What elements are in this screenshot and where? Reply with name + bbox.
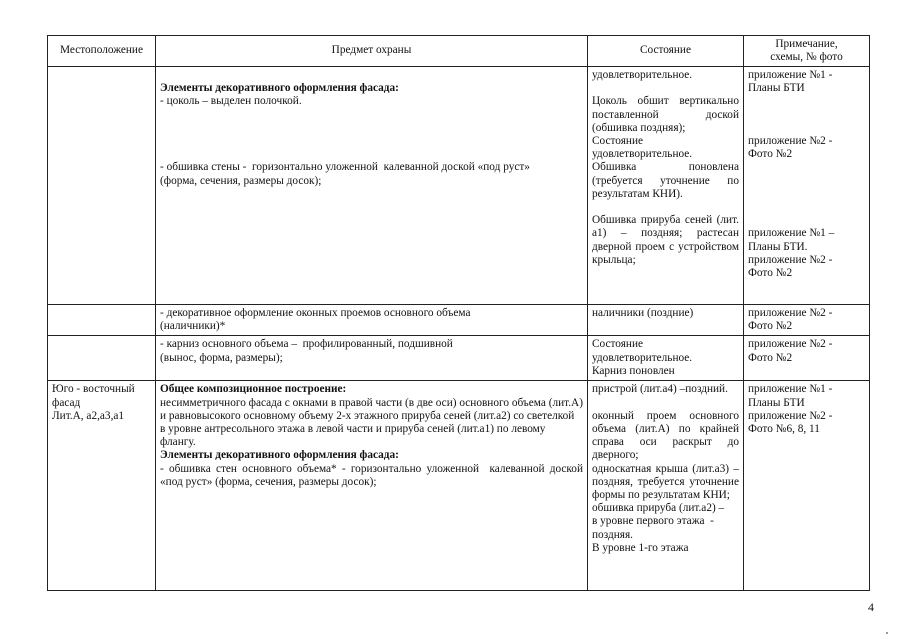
- table-row: [48, 381, 870, 591]
- section-heading: Элементы декоративного оформления фасада:: [160, 82, 399, 95]
- location-cell: [48, 336, 156, 381]
- location-cell: [48, 305, 156, 336]
- section-heading: Общее композиционное построение:: [160, 383, 347, 396]
- header-state: Состояние: [588, 36, 744, 67]
- subject-cell: [156, 67, 588, 305]
- table-row: [48, 305, 870, 336]
- header-subject: Предмет охраны: [156, 36, 588, 67]
- subject-cell: [156, 381, 588, 591]
- state-cell: удовлетворительное. Цоколь обшит вертикально поставленной доской (обшивка поздняя); Состояние удовлетворительное. Обшивка поновлена (требуется уточнение по результатам КНИ). Обшивка прируба сеней (лит. а1) – поздняя; растесан дверной проем с устройством крыльца;: [588, 67, 744, 305]
- subject-text: - обшивка стен основного объема* - горизонтально уложенной калеванной доской «под руст» (форма, сечения, размеры досок);: [160, 462, 586, 488]
- protection-subject-table: [47, 35, 870, 591]
- note-cell: приложение №1 - Планы БТИ приложение №2 - Фото №2 приложение №1 – Планы БТИ. приложение №2 - Фото №2: [744, 67, 870, 305]
- note-cell: приложение №2 - Фото №2: [744, 336, 870, 381]
- note-cell: приложение №2 - Фото №2: [744, 305, 870, 336]
- location-cell: Юго - восточный фасад Лит.А, а2,а3,а1: [48, 381, 156, 591]
- subject-cell: - декоративное оформление оконных проемов основного объема (наличники)*: [156, 305, 588, 336]
- note-cell: приложение №1 - Планы БТИ приложение №2 - Фото №6, 8, 11: [744, 381, 870, 591]
- header-location: Местоположение: [48, 36, 156, 67]
- state-cell: наличники (поздние): [588, 305, 744, 336]
- page-number: 4: [868, 600, 874, 614]
- subject-text: - цоколь – выделен полочкой. - обшивка стены - горизонтально уложенной калеванной доской «под руст» (форма, сечения, размеры досок);: [160, 95, 530, 187]
- scan-mark: [886, 632, 888, 634]
- section-heading: Элементы декоративного оформления фасада:: [160, 449, 399, 462]
- table-row: [48, 67, 870, 305]
- subject-cell: - карниз основного объема – профилированный, подшивной (вынос, форма, размеры);: [156, 336, 588, 381]
- state-cell: Состояние удовлетворительное. Карниз поновлен: [588, 336, 744, 381]
- location-cell: [48, 67, 156, 305]
- subject-text: несимметричного фасада с окнами в правой части (в две оси) основного объема (лит.А) и равновысокого основному объему 2-х этажного прируба сеней (лит.а2) со светелкой в уровне антресольного этажа в левой части и прируба сеней (лит.а1) по левому флангу.: [160, 396, 583, 449]
- state-cell: пристрой (лит.а4) –поздний. оконный проем основного объема (лит.А) по крайней справа оси раскрыт до дверного; односкатная крыша (лит.а3) – поздняя, требуется уточнение формы по результатам КНИ; обшивка прируба (лит.а2) – в уровне первого этажа - поздняя. В уровне 1-го этажа: [588, 381, 744, 591]
- table-row: [48, 336, 870, 381]
- table-header-row: [48, 36, 870, 67]
- header-note: Примечание, схемы, № фото: [744, 36, 870, 67]
